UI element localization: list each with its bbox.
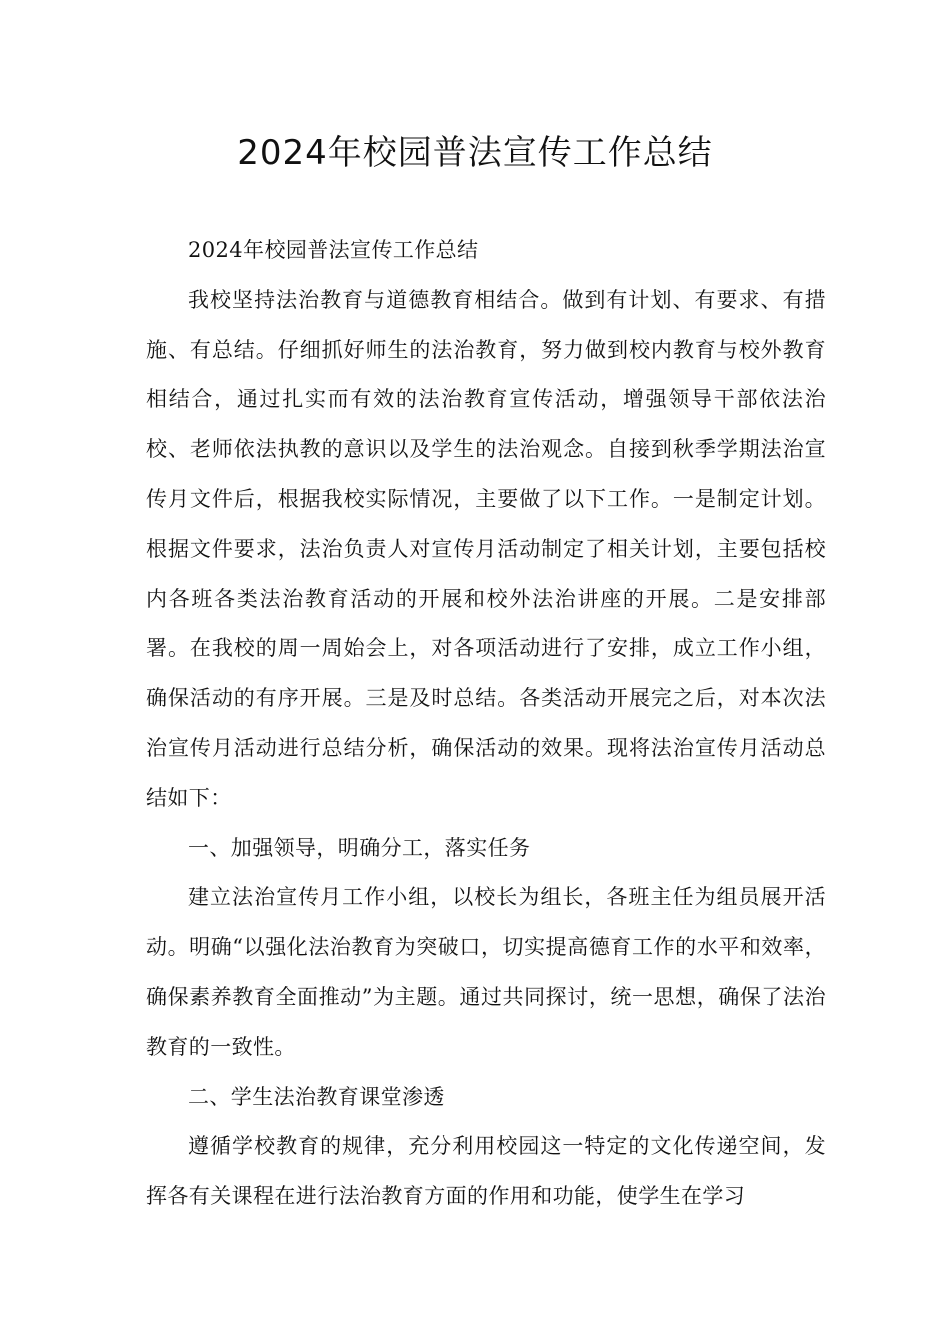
- section-heading-2: 二、学生法治教育课堂渗透: [188, 1084, 445, 1109]
- document-title: 2024年校园普法宣传工作总结: [237, 133, 713, 173]
- paragraph-heading-repeat: 2024年校园普法宣传工作总结: [188, 238, 479, 262]
- paragraph-section-2: 遵循学校教育的规律，充分利用校园这一特定的文化传递空间，发挥各有关课程在进行法治教育方面的作用和功能，使学生在学习: [146, 1134, 826, 1209]
- section-heading-1: 一、加强领导，明确分工，落实任务: [188, 835, 531, 860]
- document-body: [146, 226, 826, 1222]
- paragraph-section-1: 建立法治宣传月工作小组，以校长为组长，各班主任为组员展开活动。明确“以强化法治教育为突破口，切实提高德育工作的水平和效率，确保素养教育全面推动”为主题。通过共同探讨，统一思想，确保了法治教育的一致性。: [146, 885, 826, 1059]
- paragraph-overview: 我校坚持法治教育与道德教育相结合。做到有计划、有要求、有措施、有总结。仔细抓好师生的法治教育，努力做到校内教育与校外教育相结合，通过扎实而有效的法治教育宣传活动，增强领导干部依法治校、老师依法执教的意识以及学生的法治观念。自接到秋季学期法治宣传月文件后，根据我校实际情况，主要做了以下工作。一是制定计划。根据文件要求，法治负责人对宣传月活动制定了相关计划，主要包括校内各班各类法治教育活动的开展和校外法治讲座的开展。二是安排部署。在我校的周一周始会上，对各项活动进行了安排，成立工作小组，确保活动的有序开展。三是及时总结。各类活动开展完之后，对本次法治宣传月活动进行总结分析，确保活动的效果。现将法治宣传月活动总结如下：: [146, 287, 826, 810]
